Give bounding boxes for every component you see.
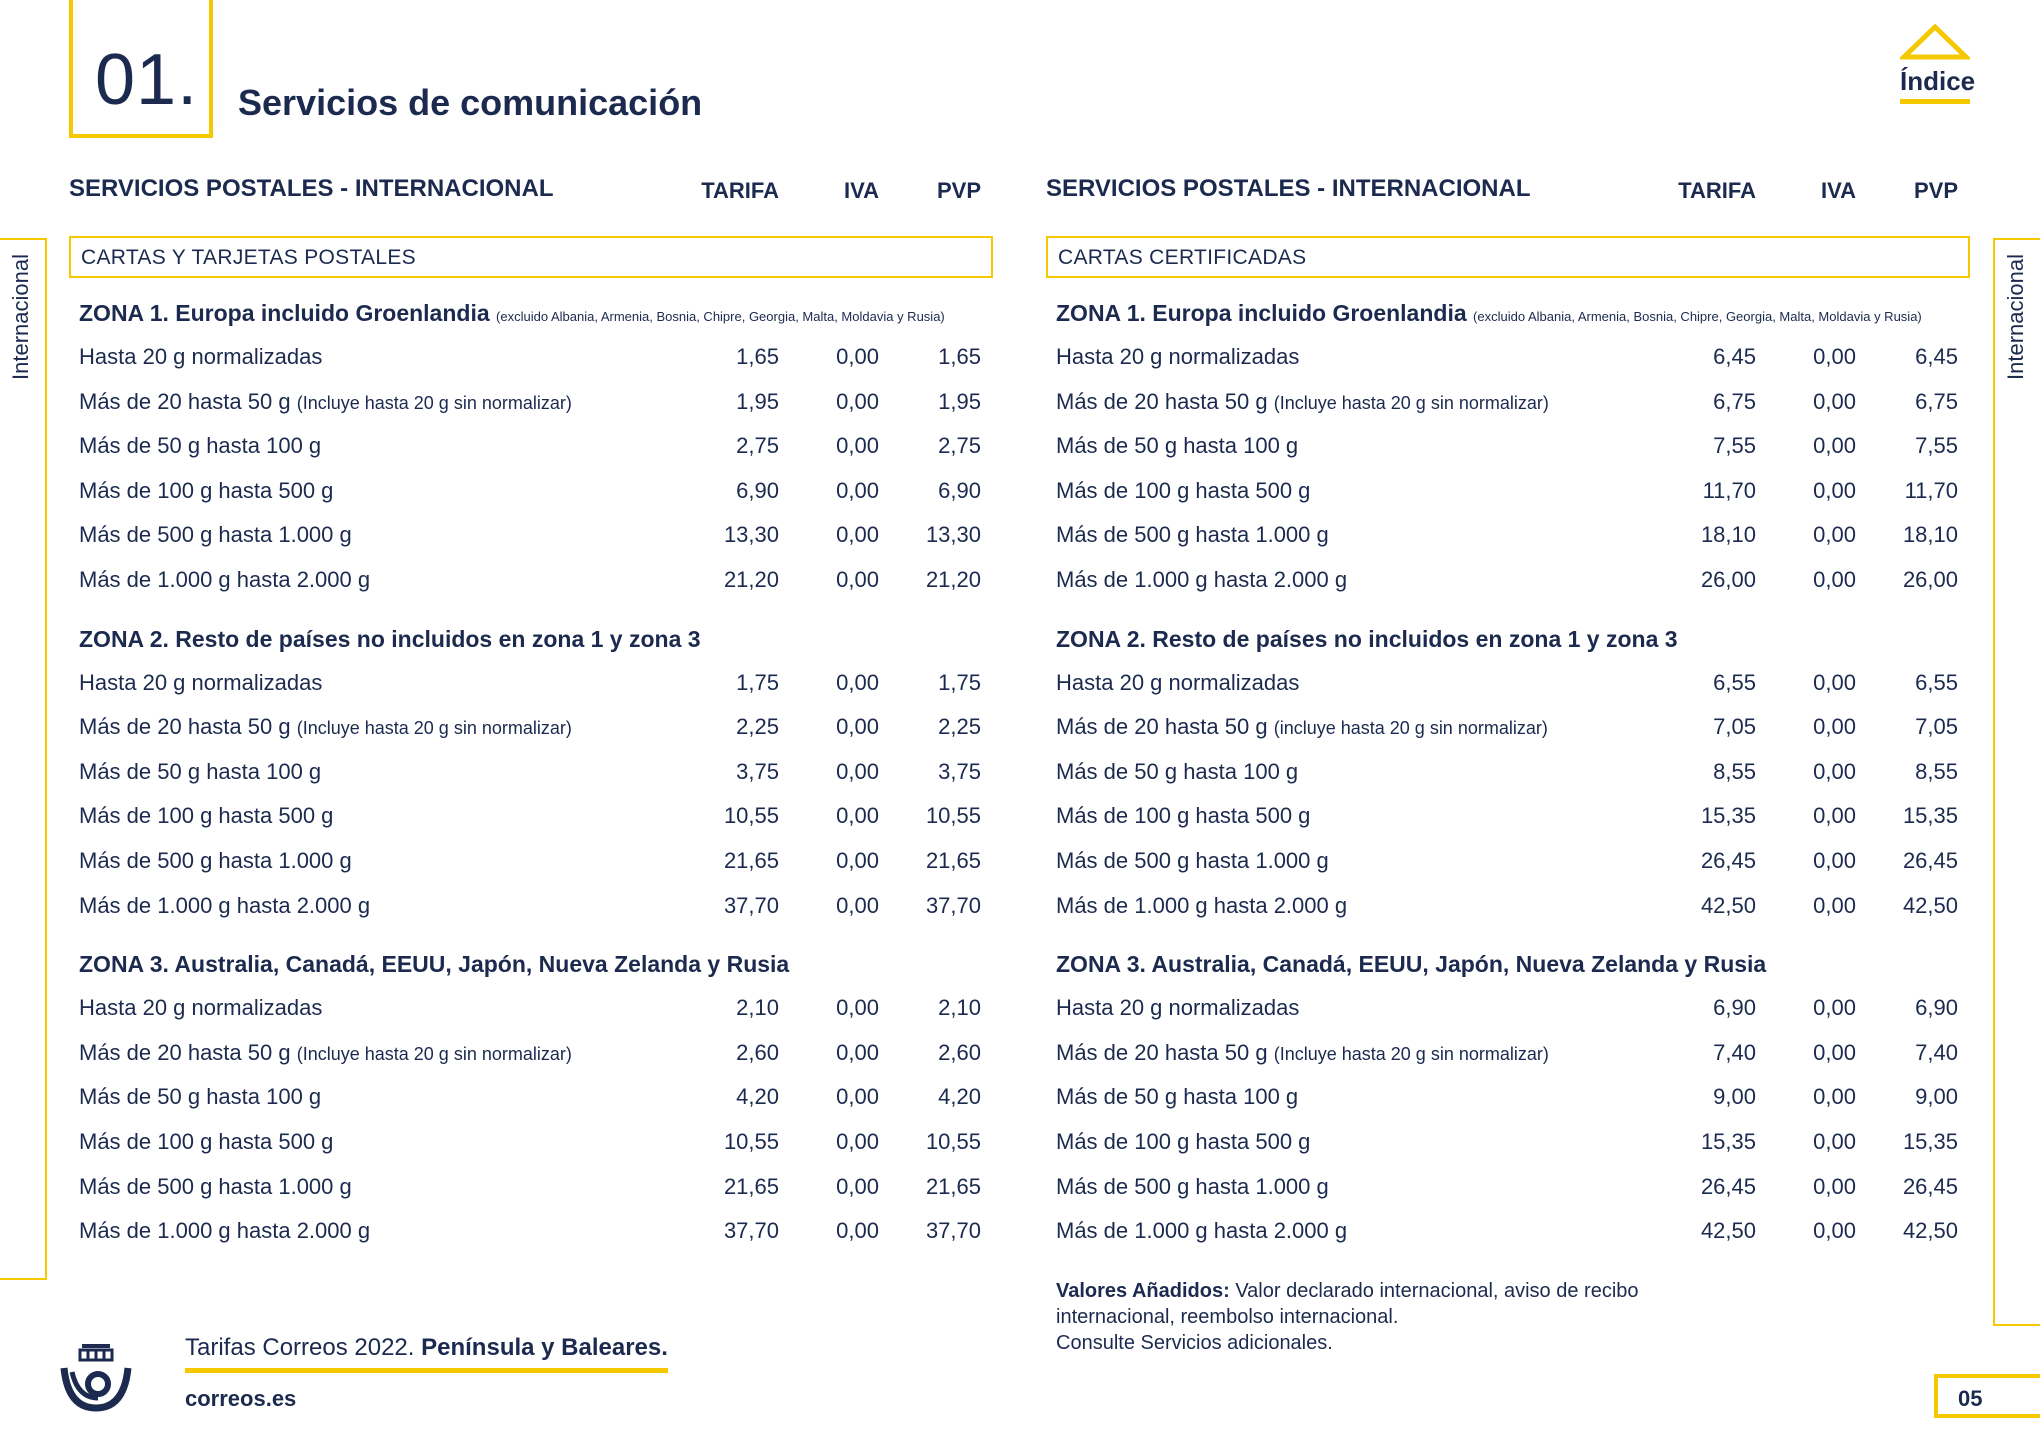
tarifa-value: 15,35 [1700, 803, 1756, 829]
tarifa-value: 7,05 [1713, 714, 1756, 740]
row-label-cell [1056, 995, 1299, 1021]
iva-value: 0,00 [836, 847, 879, 873]
pvp-value: 4,20 [938, 1084, 981, 1110]
added-values-line2: Consulte Servicios adicionales. [1056, 1332, 1333, 1354]
tarifa-value: 37,70 [723, 1218, 779, 1244]
row-label: Más de 1.000 g hasta 2.000 g [1056, 1218, 1348, 1244]
iva-value: 0,00 [1813, 669, 1856, 695]
row-label: Más de 500 g hasta 1.000 g [79, 847, 352, 873]
table-row [1046, 1121, 1971, 1166]
row-label: Más de 20 hasta 50 g [1056, 1039, 1268, 1065]
table-row [69, 1032, 994, 1077]
added-values-label: Valores Añadidos: [1056, 1280, 1230, 1302]
tarifa-value: 8,55 [1713, 758, 1756, 784]
iva-value: 0,00 [836, 566, 879, 592]
iva-value: 0,00 [1813, 1039, 1856, 1065]
tarifa-value: 37,70 [723, 892, 779, 918]
pvp-value: 6,90 [1915, 995, 1958, 1021]
table-row [1046, 751, 1971, 796]
iva-value: 0,00 [1813, 344, 1856, 369]
tarifa-value: 13,30 [723, 522, 779, 548]
iva-value: 0,00 [836, 892, 879, 918]
pvp-value: 26,45 [1902, 1173, 1958, 1199]
iva-value: 0,00 [836, 344, 879, 369]
row-label-cell [1056, 759, 1298, 785]
tarifa-value: 6,55 [1713, 669, 1756, 695]
row-label-cell [79, 433, 321, 459]
row-label: Más de 20 hasta 50 g [79, 388, 291, 414]
table-row [1046, 1076, 1971, 1121]
iva-value: 0,00 [836, 758, 879, 784]
row-label: Más de 500 g hasta 1.000 g [1056, 1173, 1329, 1199]
footer-region: Península y Baleares. [421, 1334, 668, 1361]
tarifa-value: 6,90 [1713, 995, 1756, 1021]
tarifa-value: 21,65 [723, 847, 779, 873]
tarifa-value: 26,45 [1700, 1173, 1756, 1199]
iva-value: 0,00 [836, 477, 879, 503]
tarifa-value: 6,90 [736, 477, 779, 503]
footer-tarifas [185, 1334, 668, 1373]
iva-value: 0,00 [836, 803, 879, 829]
zone-title: ZONA 3. Australia, Canadá, EEUU, Japón, Nueva Zelanda y Rusia [79, 951, 790, 978]
row-label: Más de 20 hasta 50 g [1056, 714, 1268, 740]
iva-value: 0,00 [836, 995, 879, 1021]
row-label-cell [79, 522, 352, 548]
table-row [69, 751, 994, 796]
row-label-cell [1056, 1084, 1298, 1110]
table-row [1046, 1166, 1971, 1211]
row-label: Hasta 20 g normalizadas [79, 669, 323, 695]
row-note: (Incluye hasta 20 g sin normalizar) [296, 1043, 572, 1064]
pvp-value: 6,45 [1915, 344, 1958, 369]
zone-heading [79, 300, 994, 328]
row-label-cell [1056, 389, 1549, 415]
iva-value: 0,00 [1813, 1084, 1856, 1110]
zone-title: ZONA 3. Australia, Canadá, EEUU, Japón, Nueva Zelanda y Rusia [1056, 951, 1767, 978]
iva-value: 0,00 [1813, 847, 1856, 873]
iva-value: 0,00 [1813, 566, 1856, 592]
tarifa-value: 1,65 [736, 344, 779, 369]
row-label: Más de 100 g hasta 500 g [1056, 1128, 1311, 1154]
iva-value: 0,00 [1813, 1173, 1856, 1199]
iva-value: 0,00 [1813, 477, 1856, 503]
row-label-cell [79, 1129, 333, 1155]
pvp-value: 42,50 [1902, 1218, 1958, 1244]
zone-heading [79, 626, 994, 654]
row-label-cell [1056, 803, 1310, 829]
table-row [69, 470, 994, 515]
side-tab-right-label: Internacional [2003, 254, 2028, 380]
table-row [69, 425, 994, 470]
footer-url-link[interactable]: correos.es [185, 1386, 297, 1411]
row-label-cell [79, 478, 333, 504]
row-label-cell [79, 344, 322, 370]
section-title: SERVICIOS POSTALES - INTERNACIONAL [69, 175, 554, 202]
table-row [69, 559, 994, 604]
category-title: CARTAS Y TARJETAS POSTALES [69, 236, 993, 278]
zone-title: ZONA 1. Europa incluido Groenlandia [1056, 300, 1467, 326]
table-row [1046, 381, 1971, 426]
zone-note: (excluido Albania, Armenia, Bosnia, Chipre, Georgia, Malta, Moldavia y Rusia) [496, 309, 945, 324]
row-label: Más de 1.000 g hasta 2.000 g [79, 892, 371, 918]
pvp-value: 3,75 [938, 758, 981, 784]
column-header-iva: IVA [843, 178, 879, 203]
iva-value: 0,00 [836, 522, 879, 548]
row-label: Más de 1.000 g hasta 2.000 g [1056, 566, 1348, 592]
page-number: 05 [1934, 1374, 2040, 1418]
row-label: Más de 20 hasta 50 g [79, 714, 291, 740]
chapter-title: Servicios de comunicación [238, 82, 703, 123]
row-label-cell [79, 1040, 572, 1066]
iva-value: 0,00 [1813, 1218, 1856, 1244]
table-row [69, 514, 994, 559]
table-row [1046, 840, 1971, 885]
table-row [1046, 559, 1971, 604]
table-row [1046, 1032, 1971, 1077]
row-label: Más de 100 g hasta 500 g [1056, 477, 1311, 503]
table-row [69, 840, 994, 885]
row-label: Más de 50 g hasta 100 g [1056, 1084, 1299, 1110]
row-label: Más de 50 g hasta 100 g [79, 758, 322, 784]
tarifa-value: 6,45 [1713, 344, 1756, 369]
table-row [1046, 1210, 1971, 1255]
row-label-cell [1056, 1218, 1347, 1244]
pvp-value: 1,95 [938, 388, 981, 414]
row-label: Más de 1.000 g hasta 2.000 g [79, 1218, 371, 1244]
pvp-value: 10,55 [925, 1128, 981, 1154]
iva-value: 0,00 [836, 433, 879, 459]
tarifa-value: 6,75 [1713, 388, 1756, 414]
row-label-cell [79, 1174, 352, 1200]
pvp-value: 6,55 [1915, 669, 1958, 695]
pvp-value: 21,20 [925, 566, 981, 592]
row-label: Hasta 20 g normalizadas [1056, 995, 1300, 1021]
row-label: Más de 500 g hasta 1.000 g [1056, 847, 1329, 873]
tarifa-value: 11,70 [1702, 477, 1756, 503]
row-label: Más de 100 g hasta 500 g [79, 1128, 334, 1154]
row-label: Más de 1.000 g hasta 2.000 g [79, 566, 371, 592]
row-label: Más de 100 g hasta 500 g [1056, 803, 1311, 829]
table-row [1046, 470, 1971, 515]
pvp-value: 42,50 [1902, 892, 1958, 918]
table-row [1046, 425, 1971, 470]
table-row [1046, 987, 1971, 1032]
row-label: Hasta 20 g normalizadas [1056, 344, 1300, 369]
row-label-cell [1056, 522, 1329, 548]
pvp-value: 15,35 [1902, 1128, 1958, 1154]
tarifa-value: 4,20 [736, 1084, 779, 1110]
zone-title: ZONA 2. Resto de países no incluidos en zona 1 y zona 3 [79, 625, 701, 652]
row-label-cell [79, 848, 352, 874]
zone-heading [1056, 626, 1971, 654]
row-label-cell [1056, 893, 1347, 919]
zone-title: ZONA 2. Resto de países no incluidos en zona 1 y zona 3 [1056, 625, 1678, 652]
row-label: Más de 100 g hasta 500 g [79, 803, 334, 829]
chapter-box [69, 0, 213, 138]
tarifa-value: 18,10 [1700, 522, 1756, 548]
panel-header [1046, 170, 1971, 214]
iva-value: 0,00 [836, 388, 879, 414]
column-header-pvp: PVP [1913, 178, 1958, 203]
row-label-cell [79, 893, 370, 919]
pvp-value: 9,00 [1915, 1084, 1958, 1110]
zone-heading [79, 951, 994, 979]
pvp-value: 7,55 [1915, 433, 1958, 459]
row-label: Más de 500 g hasta 1.000 g [79, 1173, 352, 1199]
column-header-pvp: PVP [936, 178, 981, 203]
tarifa-value: 26,45 [1700, 847, 1756, 873]
row-label-cell [1056, 1129, 1310, 1155]
row-label-cell [79, 1218, 370, 1244]
pvp-value: 2,60 [938, 1039, 981, 1065]
tarifa-value: 42,50 [1700, 1218, 1756, 1244]
tarifa-value: 2,25 [736, 714, 779, 740]
pvp-value: 11,70 [1904, 477, 1958, 503]
row-label-cell [1056, 567, 1347, 593]
iva-value: 0,00 [1813, 758, 1856, 784]
row-label: Hasta 20 g normalizadas [79, 344, 323, 369]
row-label: Más de 50 g hasta 100 g [79, 1084, 322, 1110]
table-row [1046, 795, 1971, 840]
iva-value: 0,00 [1813, 388, 1856, 414]
index-link[interactable] [1900, 24, 1976, 104]
row-label-cell [79, 389, 572, 415]
pvp-value: 7,05 [1915, 714, 1958, 740]
row-label-cell [79, 759, 321, 785]
row-label: Más de 500 g hasta 1.000 g [1056, 522, 1329, 548]
iva-value: 0,00 [836, 1173, 879, 1199]
iva-value: 0,00 [836, 669, 879, 695]
table-row [69, 885, 994, 930]
tarifa-value: 2,60 [736, 1039, 779, 1065]
iva-value: 0,00 [1813, 1128, 1856, 1154]
zone-heading [1056, 951, 1971, 979]
table-row [69, 662, 994, 707]
pvp-value: 1,75 [938, 669, 981, 695]
pvp-value: 2,25 [938, 714, 981, 740]
row-label-cell [1056, 848, 1329, 874]
tarifa-value: 3,75 [736, 758, 779, 784]
side-tab-right [1993, 238, 2040, 1326]
pvp-value: 8,55 [1915, 758, 1958, 784]
footer-tarifas-text: Tarifas Correos 2022. [185, 1334, 415, 1361]
panel-cartas-tarjetas [69, 170, 994, 1255]
pvp-value: 21,65 [925, 847, 981, 873]
iva-value: 0,00 [1813, 522, 1856, 548]
iva-value: 0,00 [1813, 995, 1856, 1021]
category-title: CARTAS CERTIFICADAS [1046, 236, 1970, 278]
row-note: (Incluye hasta 20 g sin normalizar) [1273, 1043, 1549, 1064]
row-label-cell [79, 1084, 321, 1110]
column-header-tarifa: TARIFA [1678, 178, 1756, 203]
pvp-value: 6,90 [938, 477, 981, 503]
tarifa-value: 10,55 [723, 1128, 779, 1154]
table-row [1046, 706, 1971, 751]
row-label: Más de 50 g hasta 100 g [79, 433, 322, 459]
correos-logo-icon [58, 1342, 134, 1419]
pvp-value: 37,70 [925, 892, 981, 918]
row-label-cell [79, 995, 322, 1021]
row-label-cell [79, 803, 333, 829]
row-label-cell [1056, 1040, 1549, 1066]
side-tab-left [0, 238, 47, 1280]
pvp-value: 18,10 [1902, 522, 1958, 548]
iva-value: 0,00 [836, 1128, 879, 1154]
iva-value: 0,00 [1813, 803, 1856, 829]
iva-value: 0,00 [1813, 714, 1856, 740]
iva-value: 0,00 [836, 1039, 879, 1065]
pvp-value: 7,40 [1915, 1039, 1958, 1065]
tarifa-value: 26,00 [1700, 566, 1756, 592]
row-label: Más de 50 g hasta 100 g [1056, 433, 1299, 459]
iva-value: 0,00 [836, 1084, 879, 1110]
row-label-cell [1056, 478, 1310, 504]
tarifa-value: 7,55 [1713, 433, 1756, 459]
row-label-cell [79, 567, 370, 593]
pvp-value: 21,65 [925, 1173, 981, 1199]
zone-title: ZONA 1. Europa incluido Groenlandia [79, 300, 490, 326]
pvp-value: 26,00 [1902, 566, 1958, 592]
row-note: (Incluye hasta 20 g sin normalizar) [296, 392, 572, 413]
pvp-value: 6,75 [1915, 388, 1958, 414]
table-row [69, 706, 994, 751]
pvp-value: 2,10 [938, 995, 981, 1021]
row-label: Más de 100 g hasta 500 g [79, 477, 334, 503]
table-row [69, 336, 994, 381]
panel-header [69, 170, 994, 214]
side-tab-left-label: Internacional [8, 254, 33, 380]
iva-value: 0,00 [836, 714, 879, 740]
tarifa-value: 1,75 [736, 669, 779, 695]
index-label: Índice [1900, 66, 1970, 104]
table-row [69, 1076, 994, 1121]
row-label: Más de 1.000 g hasta 2.000 g [1056, 892, 1348, 918]
row-label: Más de 20 hasta 50 g [1056, 388, 1268, 414]
iva-value: 0,00 [836, 1218, 879, 1244]
row-label: Hasta 20 g normalizadas [79, 995, 323, 1021]
pvp-value: 2,75 [938, 433, 981, 459]
triangle-up-icon [1900, 24, 1970, 60]
table-row [69, 795, 994, 840]
row-label-cell [79, 670, 322, 696]
table-row [1046, 336, 1971, 381]
tarifa-value: 7,40 [1713, 1039, 1756, 1065]
row-label: Más de 500 g hasta 1.000 g [79, 522, 352, 548]
pvp-value: 15,35 [1902, 803, 1958, 829]
pvp-value: 26,45 [1902, 847, 1958, 873]
table-row [69, 987, 994, 1032]
table-row [1046, 514, 1971, 559]
added-values-text: Valor declarado internacional, aviso de recibo internacional, reembolso internacional. [1056, 1280, 1639, 1328]
row-note: (Incluye hasta 20 g sin normalizar) [1273, 392, 1549, 413]
table-row [69, 381, 994, 426]
pvp-value: 10,55 [925, 803, 981, 829]
tarifa-value: 1,95 [736, 388, 779, 414]
row-label-cell [1056, 670, 1299, 696]
table-row [69, 1166, 994, 1211]
chapter-number: 01. [95, 40, 199, 120]
column-header-iva: IVA [1820, 178, 1856, 203]
row-label-cell [79, 714, 572, 740]
row-label-cell [1056, 344, 1299, 370]
tarifa-value: 9,00 [1713, 1084, 1756, 1110]
zone-note: (excluido Albania, Armenia, Bosnia, Chipre, Georgia, Malta, Moldavia y Rusia) [1473, 309, 1922, 324]
pvp-value: 37,70 [925, 1218, 981, 1244]
added-values-note [1056, 1278, 1656, 1356]
pvp-value: 1,65 [938, 344, 981, 369]
tarifa-value: 42,50 [1700, 892, 1756, 918]
panel-cartas-certificadas [1046, 170, 1971, 1255]
pvp-value: 13,30 [925, 522, 981, 548]
iva-value: 0,00 [1813, 433, 1856, 459]
row-note: (Incluye hasta 20 g sin normalizar) [296, 718, 572, 739]
section-title: SERVICIOS POSTALES - INTERNACIONAL [1046, 175, 1531, 202]
row-label-cell [1056, 1174, 1329, 1200]
row-label: Hasta 20 g normalizadas [1056, 669, 1300, 695]
table-row [69, 1210, 994, 1255]
tarifa-value: 21,20 [723, 566, 779, 592]
tarifa-value: 2,10 [736, 995, 779, 1021]
table-row [1046, 662, 1971, 707]
row-label-cell [1056, 714, 1548, 740]
row-label: Más de 20 hasta 50 g [79, 1039, 291, 1065]
zone-heading [1056, 300, 1971, 328]
tarifa-value: 2,75 [736, 433, 779, 459]
row-label: Más de 50 g hasta 100 g [1056, 758, 1299, 784]
tarifa-value: 10,55 [723, 803, 779, 829]
table-row [69, 1121, 994, 1166]
row-note: (incluye hasta 20 g sin normalizar) [1273, 718, 1548, 739]
row-label-cell [1056, 433, 1298, 459]
table-row [1046, 885, 1971, 930]
tarifa-value: 15,35 [1700, 1128, 1756, 1154]
tarifa-value: 21,65 [723, 1173, 779, 1199]
column-header-tarifa: TARIFA [701, 178, 779, 203]
iva-value: 0,00 [1813, 892, 1856, 918]
